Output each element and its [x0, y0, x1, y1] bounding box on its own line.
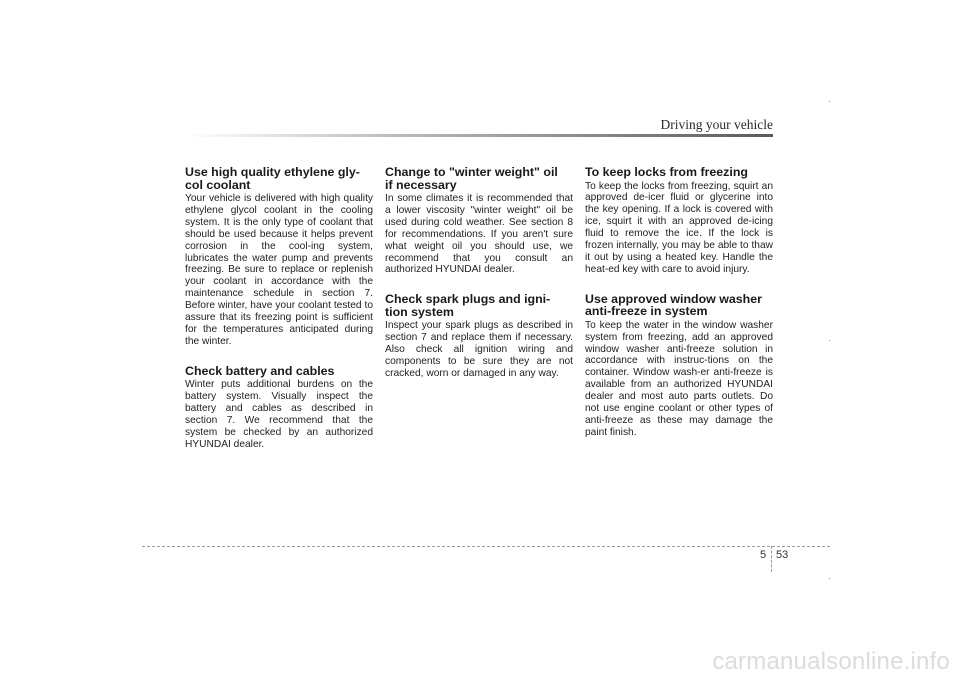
section-heading: To keep locks from freezing — [585, 165, 748, 179]
header-rule — [185, 134, 773, 137]
section-spark-plugs — [385, 293, 573, 380]
section-body: In some climates it is recommended that a lower viscosity "winter weight" oil be used during cold weather. See section 8 for recommendations. If you aren't sure what weight oil you should use, we recommend that you consult an authorized HYUNDAI dealer. — [385, 193, 573, 276]
column-2 — [385, 166, 573, 397]
section-winter-oil — [385, 166, 573, 276]
section-body: To keep the water in the window washer system from freezing, add an approved window washer anti-freeze solution in accordance with instruc-tions on the container. Window wash-er anti-freeze is available from an authorized HYUNDAI dealer and most auto parts outlets. Do not use engine coolant or other types of anti-freeze as these may damage the paint finish. — [585, 319, 773, 438]
page-number: 53 — [776, 549, 789, 561]
footer-rule — [142, 546, 830, 547]
section-heading: Check battery and cables — [185, 363, 335, 378]
section-battery — [185, 365, 373, 451]
section-body: Your vehicle is delivered with high quality ethylene glycol coolant in the cooling system. It is the only type of coolant that should be used because it helps prevent corrosion in the cool-ing system, lubricates the water pump and prevents freezing. Be sure to replace or replenish your coolant in accordance with the maintenance schedule in section 7. Before winter, have your coolant tested to assure that its freezing point is sufficient for the temperatures anticipated during the winter. — [185, 193, 373, 347]
section-washer — [585, 293, 773, 439]
crop-mark — [829, 101, 830, 102]
chapter-number: 5 — [760, 549, 767, 561]
section-heading: Check spark plugs and igni- tion system — [385, 292, 551, 319]
section-locks — [585, 166, 773, 276]
footer-divider — [771, 546, 772, 572]
section-body: Inspect your spark plugs as described in section 7 and replace them if necessary. Also check all ignition wiring and components to be sure they are not cracked, worn or damaged in any way. — [385, 320, 573, 379]
column-1 — [185, 166, 373, 468]
running-header: Driving your vehicle — [660, 117, 773, 132]
crop-mark — [829, 578, 830, 579]
watermark-text: carmanualsonline.info — [712, 648, 950, 675]
section-heading: Use approved window washer anti-freeze in system — [585, 291, 762, 319]
crop-mark — [829, 340, 830, 341]
section-coolant — [185, 166, 373, 348]
section-heading: Use high quality ethylene gly- col coolant — [185, 165, 360, 192]
column-3 — [585, 166, 773, 456]
section-heading: Change to "winter weight" oil if necessary — [385, 165, 558, 192]
section-body: Winter puts additional burdens on the battery system. Visually inspect the battery and cables as described in section 7. We recommend that the system be checked by an authorized HYUNDAI dealer. — [185, 379, 373, 450]
section-body: To keep the locks from freezing, squirt an approved de-icer fluid or glycerine into the key opening. If a lock is covered with ice, squirt it with an approved de-icing fluid to remove the ice. If the lock is frozen internally, you may be able to thaw it out by using a heated key. Handle the heat-ed key with care to avoid injury. — [585, 180, 773, 275]
